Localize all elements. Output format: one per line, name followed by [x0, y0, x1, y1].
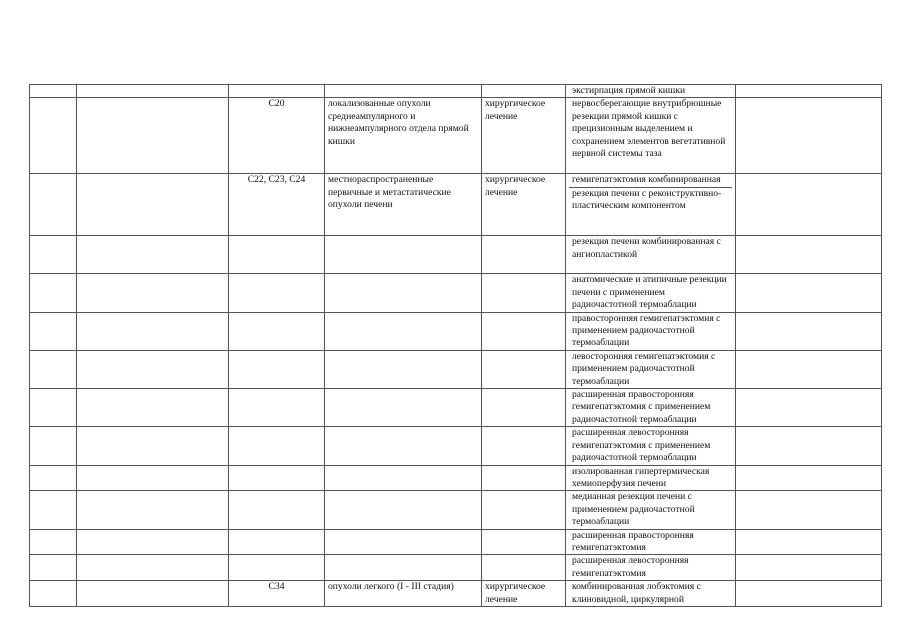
table-row — [30, 427, 882, 465]
cell-code — [229, 427, 325, 465]
cell-method — [566, 529, 736, 555]
table-row — [30, 581, 882, 607]
cell-method — [566, 581, 736, 607]
cell-name — [77, 491, 229, 529]
method-text: расширенная правосторонняя гемигепатэктомия с применением радиочастотной термоаблации — [572, 389, 711, 425]
method-text: правосторонняя гемигепатэктомия с применением радиочастотной термоаблации — [572, 312, 721, 349]
cell-code — [229, 491, 325, 529]
table-row — [30, 85, 882, 98]
cell-name — [77, 555, 229, 581]
cell-cost — [736, 274, 882, 312]
cell-diagnosis — [325, 555, 482, 581]
cell-code: C22, C23, C24 — [229, 174, 325, 236]
cell-method — [566, 236, 736, 274]
cell-code — [229, 350, 325, 388]
cell-code — [229, 555, 325, 581]
cell-num — [30, 529, 77, 555]
method-text: расширенная левосторонняя гемигепатэктомия — [572, 555, 689, 579]
cell-diagnosis — [325, 312, 482, 350]
table-row — [30, 174, 882, 236]
procedures-table — [29, 84, 882, 607]
cell-method — [566, 350, 736, 388]
cell-cost — [736, 85, 882, 98]
cell-num — [30, 350, 77, 388]
cell-cost — [736, 465, 882, 491]
cell-num — [30, 555, 77, 581]
method-text: левосторонняя гемигепатэктомия с применением радиочастотной термоаблации — [572, 350, 716, 387]
cell-method — [566, 98, 736, 174]
cell-name — [77, 350, 229, 388]
cell-treatment: хирургическое лечение — [482, 98, 566, 174]
method-text: резекция печени с реконструктивно-пластическим компонентом — [569, 187, 732, 213]
cell-name — [77, 98, 229, 174]
cell-treatment — [482, 350, 566, 388]
cell-num — [30, 174, 77, 236]
cell-num — [30, 491, 77, 529]
cell-diagnosis: локализованные опухоли среднеампулярного и нижнеампулярного отдела прямой кишки — [325, 98, 482, 174]
cell-diagnosis — [325, 491, 482, 529]
table-row — [30, 98, 882, 174]
table-row — [30, 389, 882, 427]
cell-diagnosis — [325, 389, 482, 427]
method-text: нервосберегающие внутрибрюшные резекции прямой кишки с прецизионным выделением и сохранением элементов вегетативной нервной системы таза — [572, 98, 726, 160]
cell-cost — [736, 174, 882, 236]
table-row — [30, 529, 882, 555]
table-row — [30, 274, 882, 312]
cell-treatment — [482, 274, 566, 312]
method-text: гемигепатэктомия комбинированная — [572, 174, 721, 186]
cell-code — [229, 236, 325, 274]
method-text: расширенная левосторонняя гемигепатэктомия с применением радиочастотной термоаблации — [572, 427, 711, 464]
cell-code: C34 — [229, 581, 325, 607]
cell-treatment — [482, 427, 566, 465]
method-text: изолированная гипертермическая хемиоперфузия печени — [572, 465, 710, 489]
cell-cost — [736, 529, 882, 555]
cell-num — [30, 236, 77, 274]
cell-name — [77, 274, 229, 312]
cell-method — [566, 389, 736, 427]
cell-method — [566, 274, 736, 312]
method-text: экстирпация прямой кишки — [572, 85, 686, 96]
table-row — [30, 236, 882, 274]
cell-name — [77, 389, 229, 427]
cell-diagnosis — [325, 350, 482, 388]
cell-code — [229, 465, 325, 491]
cell-code — [229, 85, 325, 98]
cell-diagnosis — [325, 529, 482, 555]
table-row — [30, 555, 882, 581]
cell-treatment: хирургическое лечение — [482, 174, 566, 236]
cell-num — [30, 312, 77, 350]
method-text: комбинированная лобэктомия с клиновидной, циркулярной — [572, 581, 701, 605]
cell-name — [77, 174, 229, 236]
cell-num — [30, 581, 77, 607]
cell-diagnosis — [325, 427, 482, 465]
cell-diagnosis — [325, 236, 482, 274]
cell-name — [77, 581, 229, 607]
cell-treatment — [482, 465, 566, 491]
cell-cost — [736, 389, 882, 427]
cell-method — [566, 85, 736, 98]
table-row — [30, 350, 882, 388]
table-row — [30, 491, 882, 529]
cell-cost — [736, 98, 882, 174]
cell-method — [566, 174, 736, 236]
cell-cost — [736, 350, 882, 388]
cell-code — [229, 529, 325, 555]
cell-code: C20 — [229, 98, 325, 174]
cell-num — [30, 98, 77, 174]
method-text: анатомические и атипичные резекции печени с применением радиочастотной термоаблации — [572, 274, 727, 311]
cell-diagnosis — [325, 465, 482, 491]
cell-name — [77, 465, 229, 491]
cell-num — [30, 85, 77, 98]
cell-code — [229, 389, 325, 427]
cell-name — [77, 236, 229, 274]
cell-cost — [736, 491, 882, 529]
cell-cost — [736, 236, 882, 274]
cell-diagnosis — [325, 85, 482, 98]
cell-cost — [736, 312, 882, 350]
cell-treatment — [482, 236, 566, 274]
table-row — [30, 465, 882, 491]
cell-diagnosis — [325, 274, 482, 312]
cell-num — [30, 389, 77, 427]
cell-code — [229, 274, 325, 312]
cell-cost — [736, 581, 882, 607]
method-text: резекция печени комбинированная с ангиопластикой — [572, 236, 721, 260]
cell-name — [77, 427, 229, 465]
cell-diagnosis: опухоли легкого (I - III стадия) — [325, 581, 482, 607]
cell-name — [77, 85, 229, 98]
cell-name — [77, 529, 229, 555]
cell-treatment — [482, 312, 566, 350]
cell-num — [30, 274, 77, 312]
cell-num — [30, 465, 77, 491]
cell-cost — [736, 427, 882, 465]
cell-treatment — [482, 529, 566, 555]
cell-treatment — [482, 491, 566, 529]
cell-treatment — [482, 389, 566, 427]
cell-method — [566, 427, 736, 465]
cell-cost — [736, 555, 882, 581]
cell-name — [77, 312, 229, 350]
cell-diagnosis: местнораспространенные первичные и метастатические опухоли печени — [325, 174, 482, 236]
method-text: расширенная правосторонняя гемигепатэктомия — [572, 529, 694, 553]
cell-treatment: хирургическое лечение — [482, 581, 566, 607]
cell-method — [566, 312, 736, 350]
cell-treatment — [482, 85, 566, 98]
cell-code — [229, 312, 325, 350]
cell-method — [566, 555, 736, 581]
cell-treatment — [482, 555, 566, 581]
method-text: медианная резекция печени с применением радиочастотной термоаблации — [572, 491, 695, 528]
cell-method — [566, 491, 736, 529]
table-row — [30, 312, 882, 350]
cell-num — [30, 427, 77, 465]
cell-method — [566, 465, 736, 491]
